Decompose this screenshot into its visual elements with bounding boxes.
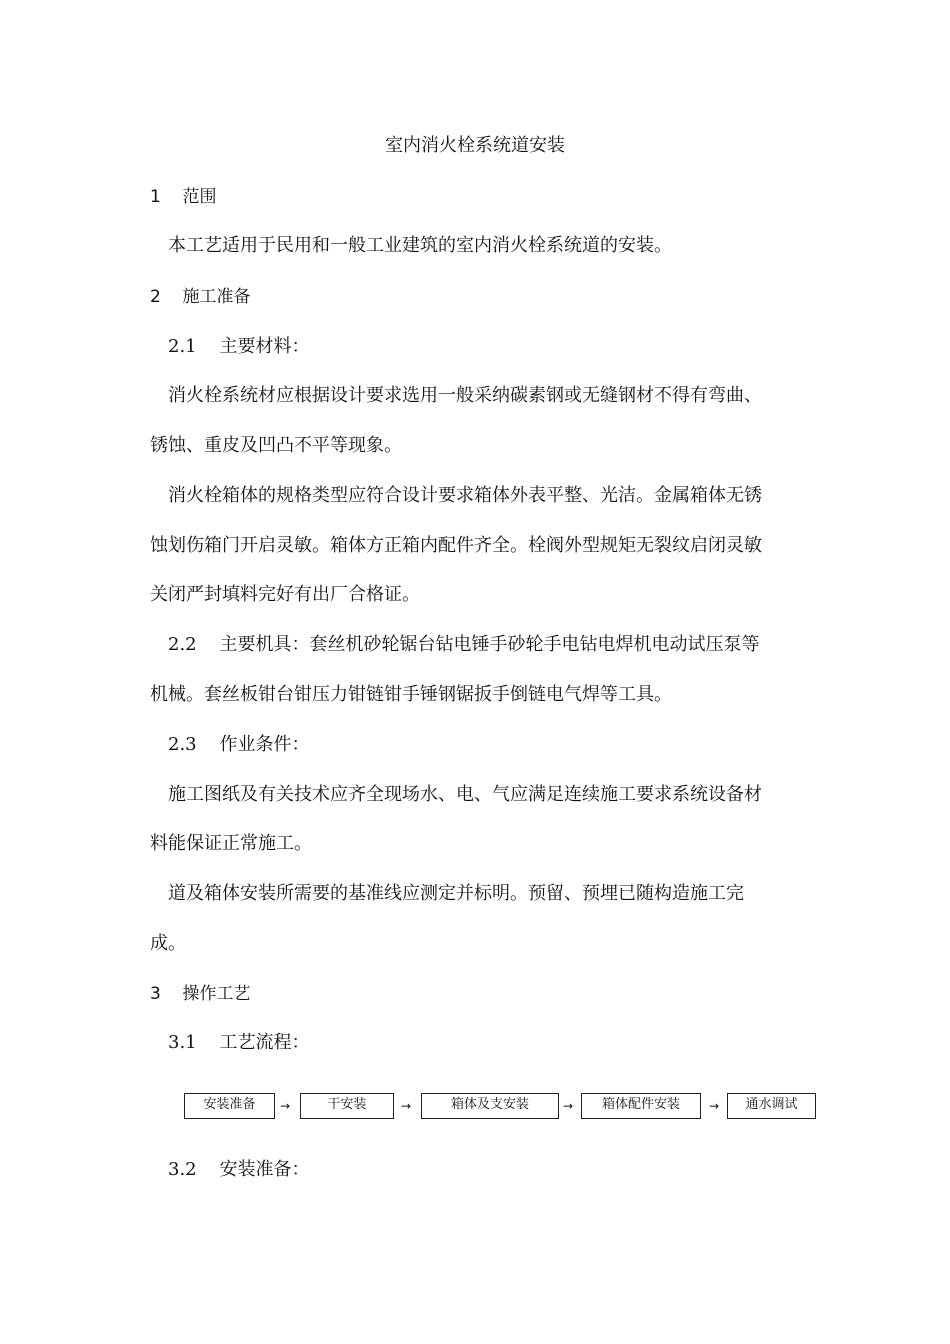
flow-arrow: →	[563, 1099, 574, 1113]
flow-arrow: →	[401, 1099, 412, 1113]
subsection-number: 3.2	[168, 1159, 197, 1180]
paragraph-line: 关闭严封填料完好有出厂合格证。	[150, 584, 420, 605]
flow-step-box: 箱体配件安装	[581, 1093, 701, 1119]
paragraph-line: 消火栓箱体的规格类型应符合设计要求箱体外表平整、光洁。金属箱体无锈	[168, 485, 762, 506]
paragraph-line: 道及箱体安装所需要的基准线应测定并标明。预留、预埋已随构造施工完	[168, 883, 744, 904]
subsection-2-1-heading	[168, 335, 310, 359]
process-flowchart	[0, 1093, 950, 1125]
document-title: 室内消火栓系统道安装	[385, 135, 565, 156]
subsection-2-2	[168, 633, 760, 657]
flow-step-box: 箱体及支安装	[421, 1093, 559, 1119]
section-title: 施工准备	[182, 287, 251, 307]
paragraph-line: 锈蚀、重皮及凹凸不平等现象。	[150, 435, 402, 456]
section-title: 操作工艺	[182, 984, 251, 1004]
section-3-heading	[150, 982, 250, 1006]
section-title: 范围	[182, 187, 217, 207]
subsection-title: 主要材料：	[219, 336, 310, 357]
flow-arrow: →	[280, 1099, 291, 1113]
flow-step-box: 干安装	[300, 1093, 394, 1119]
subsection-number: 2.2	[168, 634, 197, 655]
subsection-number: 2.1	[168, 336, 197, 357]
section-number: 1	[150, 187, 161, 207]
section-2-heading	[150, 285, 250, 309]
paragraph: 本工艺适用于民用和一般工业建筑的室内消火栓系统道的安装。	[168, 235, 672, 256]
paragraph-line: 施工图纸及有关技术应齐全现场水、电、气应满足连续施工要求系统设备材	[168, 784, 762, 805]
subsection-2-3-heading	[168, 733, 310, 757]
subsection-number: 3.1	[168, 1032, 197, 1053]
paragraph-line: 料能保证正常施工。	[150, 833, 312, 854]
flow-arrow: →	[709, 1099, 720, 1113]
subsection-number: 2.3	[168, 734, 197, 755]
paragraph-line: 消火栓系统材应根据设计要求选用一般采纳碳素钢或无缝钢材不得有弯曲、	[168, 385, 762, 406]
flow-step-box: 安装准备	[184, 1093, 275, 1119]
subsection-3-2-heading	[168, 1158, 310, 1182]
subsection-title: 工艺流程：	[219, 1032, 310, 1053]
subsection-title: 作业条件：	[219, 734, 310, 755]
section-number: 2	[150, 287, 161, 307]
paragraph-line: 机械。套丝板钳台钳压力钳链钳手锤钢锯扳手倒链电气焊等工具。	[150, 684, 672, 705]
section-number: 3	[150, 984, 161, 1004]
section-1-heading	[150, 185, 216, 209]
paragraph-line: 成。	[150, 933, 186, 954]
subsection-title: 安装准备：	[219, 1159, 310, 1180]
paragraph-line: 蚀划伤箱门开启灵敏。箱体方正箱内配件齐全。栓阀外型规矩无裂纹启闭灵敏	[150, 535, 762, 556]
subsection-3-1-heading	[168, 1031, 310, 1055]
subsection-text: 主要机具：套丝机砂轮锯台钻电锤手砂轮手电钻电焊机电动试压泵等	[219, 634, 760, 655]
flow-step-box: 通水调试	[727, 1093, 816, 1119]
